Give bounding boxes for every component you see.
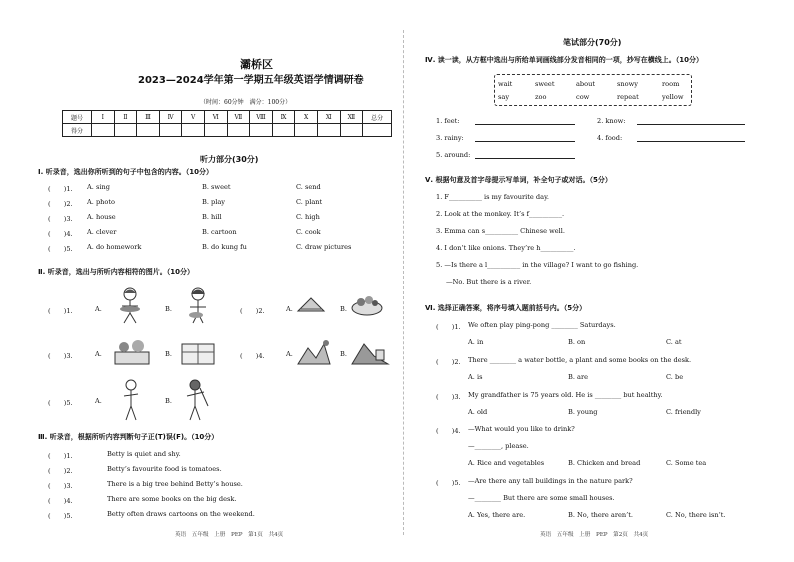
option-b: B. xyxy=(340,350,347,358)
sec4-title: Ⅳ. 读一读，从方框中选出与所给单词画线部分发音相同的一项，抄写在横线上。（10分） xyxy=(425,56,704,64)
sec3-title: Ⅲ. 听录音，根据所听内容判断句子正(T)误(F)。（10分） xyxy=(38,433,219,441)
phonics-item: 3. rainy: xyxy=(436,134,464,142)
question-number: ( )3. xyxy=(436,393,461,401)
page2-footer: 英语 五年级 上册 PEP 第2页 共4页 xyxy=(540,532,649,538)
box-word: repeat xyxy=(617,93,639,101)
score-table-header-row xyxy=(63,111,392,124)
option-a: A. house xyxy=(87,213,116,221)
option-a: A. sing xyxy=(87,183,110,191)
box-word: wait xyxy=(498,80,513,88)
word-box xyxy=(494,74,692,106)
answer-line[interactable] xyxy=(475,141,575,142)
box-word: say xyxy=(498,93,510,101)
question-text: We often play ping-pong ________ Saturdays. xyxy=(468,321,616,329)
option-a: A. xyxy=(95,350,102,358)
boy-playing-violin-picture xyxy=(180,378,210,422)
fill-item[interactable]: 5. —Is there a l__________ in the village? I want to go fishing. xyxy=(436,261,639,269)
option-b: B. xyxy=(165,305,172,313)
score-cell: Ⅵ xyxy=(204,111,227,124)
option-b: B. Chicken and bread xyxy=(568,459,641,467)
sec5-title: Ⅴ. 根据句意及首字母提示写单词，补全句子或对话。（5分） xyxy=(425,176,612,184)
question-number: ( )3. xyxy=(48,482,73,490)
option-a: A. xyxy=(95,397,102,405)
fill-item-reply: —No. But there is a river. xyxy=(446,278,532,286)
question-number: ( )4. xyxy=(436,427,461,435)
option-a: A. xyxy=(286,305,293,313)
option-b: B. cartoon xyxy=(202,228,237,236)
score-cell: 题号 xyxy=(63,111,92,124)
question-number: ( )2. xyxy=(240,307,265,315)
room-picture-a xyxy=(112,338,152,366)
fill-item[interactable]: 1. F__________ is my favourite day. xyxy=(436,193,550,201)
fill-item[interactable]: 2. Look at the monkey. It’s f__________. xyxy=(436,210,565,218)
question-number: ( )1. xyxy=(48,185,73,193)
question-number: ( )1. xyxy=(436,323,461,331)
option-a: A. Yes, there are. xyxy=(468,511,526,519)
question-number: ( )2. xyxy=(48,200,73,208)
score-cell: Ⅷ xyxy=(250,111,273,124)
answer-line[interactable] xyxy=(475,124,575,125)
option-b: B. No, there aren’t. xyxy=(568,511,633,519)
option-b: B. young xyxy=(568,408,598,416)
statement: Betty’s favourite food is tomatoes. xyxy=(107,465,222,473)
box-word: zoo xyxy=(535,93,547,101)
boy-eating-picture xyxy=(110,285,150,325)
option-c: C. Some tea xyxy=(666,459,707,467)
option-c: C. send xyxy=(296,183,321,191)
question-number: ( )1. xyxy=(48,307,73,315)
option-a: A. old xyxy=(468,408,488,416)
written-header: 笔试部分(70分) xyxy=(563,38,622,47)
girl-cooking-picture xyxy=(178,285,218,325)
score-cell: Ⅰ xyxy=(92,111,115,124)
statement: Betty often draws cartoons on the weekend. xyxy=(107,510,255,518)
question-number: ( )5. xyxy=(48,245,73,253)
score-label: 得分 xyxy=(63,124,92,137)
score-cell: Ⅶ xyxy=(227,111,250,124)
phonics-item: 2. know: xyxy=(597,117,626,125)
score-cell: 总分 xyxy=(363,111,392,124)
option-b: B. sweet xyxy=(202,183,231,191)
question-text: —What would you like to drink? xyxy=(468,425,575,433)
salad-picture xyxy=(350,290,384,318)
score-cell: Ⅹ xyxy=(295,111,318,124)
option-b: B. are xyxy=(568,373,589,381)
sec1-title: Ⅰ. 听录音，选出你所听到的句子中包含的内容。（10分） xyxy=(38,168,213,176)
option-b: B. do kung fu xyxy=(202,243,247,251)
box-word: snowy xyxy=(617,80,638,88)
question-number: ( )1. xyxy=(48,452,73,460)
option-c: C. at xyxy=(666,338,682,346)
question-number: ( )5. xyxy=(436,479,461,487)
option-a: A. xyxy=(286,350,293,358)
phonics-item: 4. food: xyxy=(597,134,623,142)
score-table-score-row xyxy=(63,124,392,137)
question-number: ( )4. xyxy=(48,230,73,238)
option-b: B. xyxy=(165,397,172,405)
option-c: C. be xyxy=(666,373,684,381)
listening-header: 听力部分(30分) xyxy=(200,155,259,164)
nature-picture-b xyxy=(350,336,390,366)
option-a: A. Rice and vegetables xyxy=(468,459,545,467)
option-c: C. cook xyxy=(296,228,321,236)
district-title: 灞桥区 xyxy=(240,58,273,71)
option-b: B. xyxy=(165,350,172,358)
score-cell: Ⅱ xyxy=(114,111,137,124)
option-c: C. No, there isn’t. xyxy=(666,511,726,519)
option-a: A. in xyxy=(468,338,484,346)
statement: There are some books on the big desk. xyxy=(107,495,237,503)
score-cell: Ⅺ xyxy=(317,111,340,124)
option-b: B. on xyxy=(568,338,586,346)
question-number: ( )3. xyxy=(48,215,73,223)
option-a: A. do homework xyxy=(87,243,142,251)
option-c: C. plant xyxy=(296,198,323,206)
question-number: ( )4. xyxy=(48,497,73,505)
score-table xyxy=(62,110,392,137)
time-info: （时间：60分钟 满分：100分） xyxy=(200,99,292,106)
box-word: room xyxy=(662,80,680,88)
fill-item[interactable]: 4. I don’t like onions. They’re h__________. xyxy=(436,244,576,252)
question-text: —Are there any tall buildings in the nature park? xyxy=(468,477,633,485)
page1-footer: 英语 五年级 上册 PEP 第1页 共4页 xyxy=(175,532,284,538)
score-cell: Ⅲ xyxy=(137,111,160,124)
answer-line[interactable] xyxy=(475,158,575,159)
question-text-reply: —________, please. xyxy=(468,442,529,450)
exam-title: 2023—2024学年第一学期五年级英语学情调研卷 xyxy=(138,75,364,86)
question-text-reply: —________ But there are some small houses. xyxy=(468,494,615,502)
question-number: ( )5. xyxy=(48,399,73,407)
box-word: cow xyxy=(576,93,590,101)
phonics-item: 5. around: xyxy=(436,151,471,159)
fill-item[interactable]: 3. Emma can s__________ Chinese well. xyxy=(436,227,565,235)
box-word: sweet xyxy=(535,80,555,88)
page-divider xyxy=(403,30,404,535)
option-c: C. friendly xyxy=(666,408,701,416)
question-number: ( )2. xyxy=(436,358,461,366)
box-word: yellow xyxy=(662,93,684,101)
option-a: A. clever xyxy=(87,228,117,236)
score-cell: Ⅳ xyxy=(159,111,182,124)
option-b: B. hill xyxy=(202,213,222,221)
statement: Betty is quiet and shy. xyxy=(107,450,181,458)
score-cell: Ⅴ xyxy=(182,111,205,124)
answer-line[interactable] xyxy=(637,141,745,142)
question-number: ( )5. xyxy=(48,512,73,520)
score-cell: Ⅻ xyxy=(340,111,363,124)
question-number: ( )4. xyxy=(240,352,265,360)
room-picture-b xyxy=(178,338,218,366)
option-b: B. xyxy=(340,305,347,313)
question-text: My grandfather is 75 years old. He is ________ but healthy. xyxy=(468,391,663,399)
score-cell: Ⅸ xyxy=(272,111,295,124)
option-a: A. is xyxy=(468,373,483,381)
option-c: C. draw pictures xyxy=(296,243,352,251)
question-text: There ________ a water bottle, a plant and some books on the desk. xyxy=(468,356,692,364)
box-word: about xyxy=(576,80,596,88)
nature-picture-a xyxy=(296,338,332,366)
sec6-title: Ⅵ. 选择正确答案，将序号填入题前括号内。（5分） xyxy=(425,304,587,312)
girl-singing-picture xyxy=(118,378,144,422)
option-a: A. photo xyxy=(87,198,116,206)
question-number: ( )3. xyxy=(48,352,73,360)
option-c: C. high xyxy=(296,213,320,221)
phonics-item: 1. feet: xyxy=(436,117,460,125)
sec2-title: Ⅱ. 听录音，选出与所听内容相符的图片。（10分） xyxy=(38,268,194,276)
option-b: B. play xyxy=(202,198,226,206)
answer-line[interactable] xyxy=(637,124,745,125)
sandwich-picture xyxy=(296,295,326,315)
question-number: ( )2. xyxy=(48,467,73,475)
statement: There is a big tree behind Betty’s house. xyxy=(107,480,243,488)
